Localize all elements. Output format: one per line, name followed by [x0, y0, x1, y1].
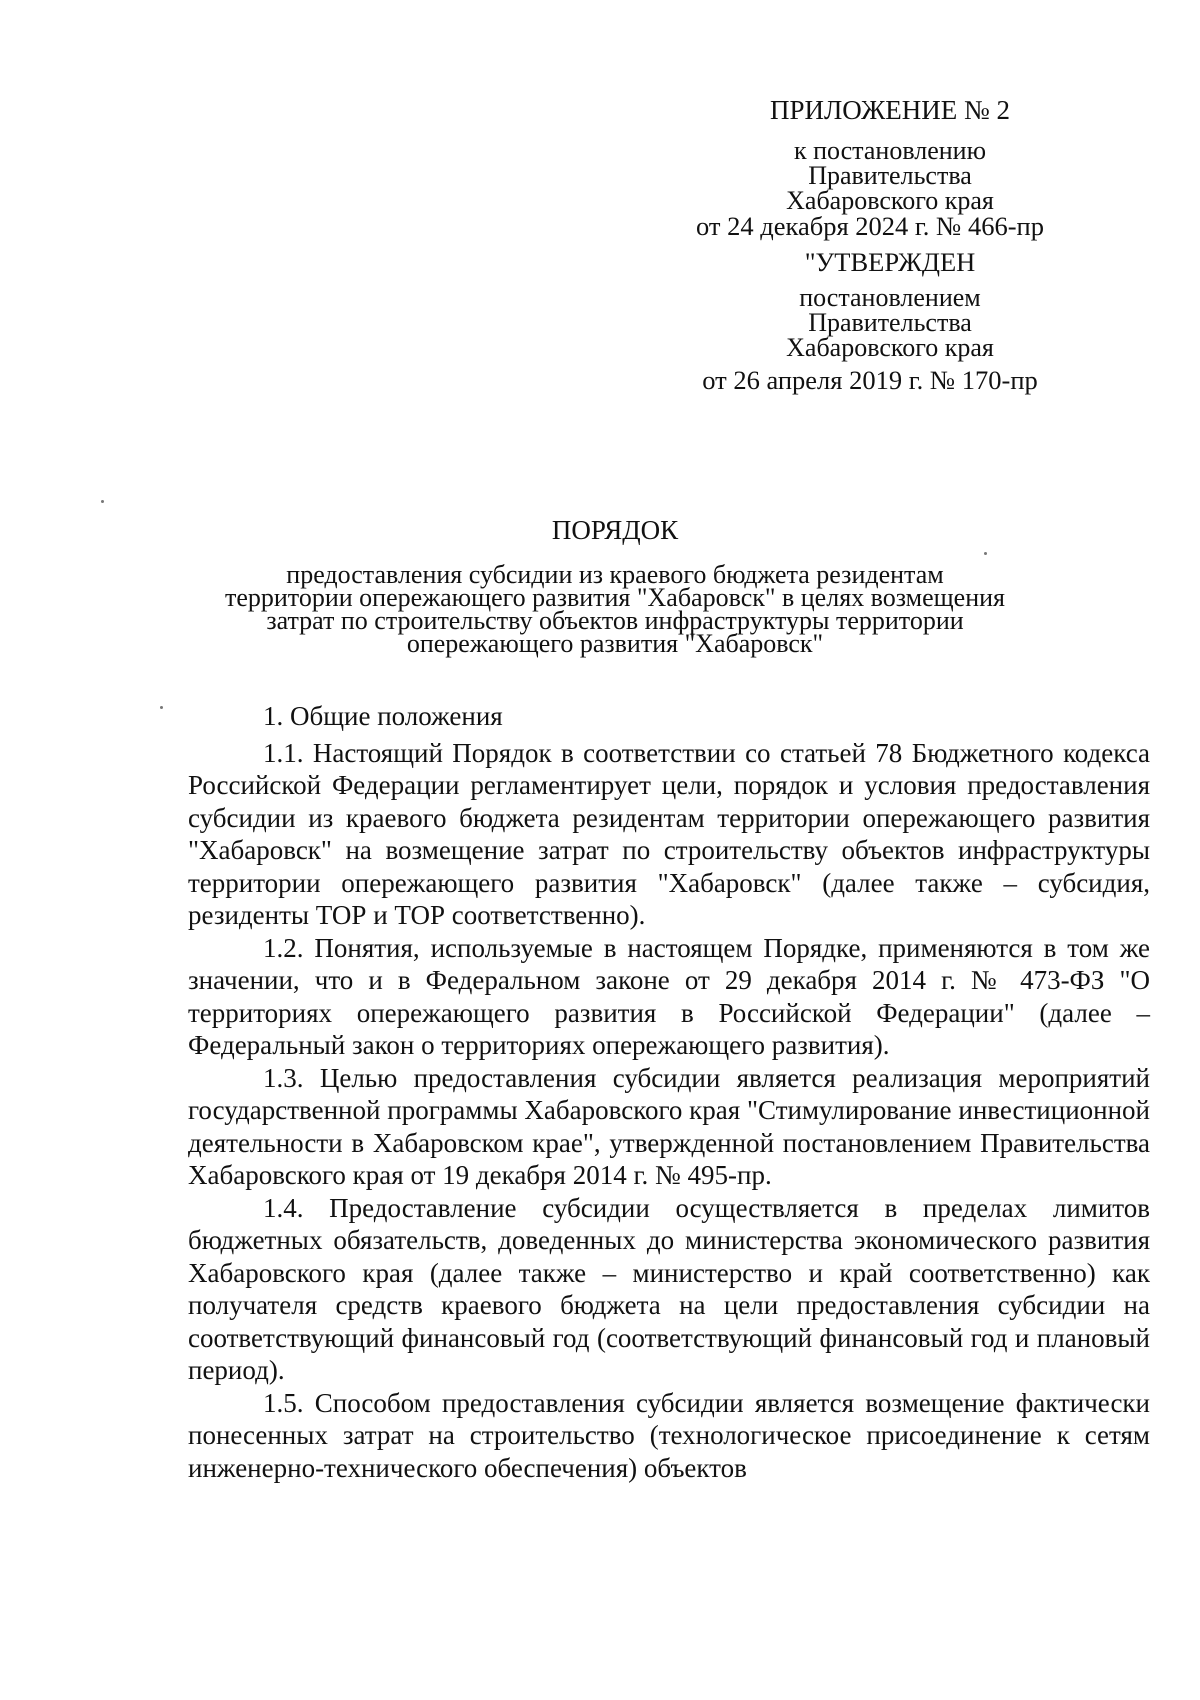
paragraph-1-3: 1.3. Целью предоставления субсидии является реализация мероприятий государственной программы Хабаровского края "Стимулирование инвестиционной деятельности в Хабаровском крае", утвержденной постановлением Правительства Хабаровского края от 19 декабря 2014 г. № 495-пр.	[188, 1062, 1150, 1190]
approved-by-line: постановлением	[799, 283, 981, 312]
section-title: 1. Общие положения	[263, 701, 503, 731]
paragraph-1-2: 1.2. Понятия, используемые в настоящем Порядке, применяются в том же значении, что и в Федеральном законе от 29 декабря 2014 г. № 473-ФЗ "О территориях опережающего развития в Российской Федерации" (далее – Федеральный закон о территориях опережающего развития).	[188, 932, 1150, 1060]
decree-line: Хабаровского края	[786, 186, 994, 215]
decree-reference	[720, 138, 1060, 213]
approved-by-line: Хабаровского края	[786, 333, 994, 362]
scan-speck	[160, 706, 163, 709]
paragraph-1-4: 1.4. Предоставление субсидии осуществляется в пределах лимитов бюджетных обязательств, доведенных до министерства экономического развития Хабаровского края (далее также – министерство и край соответственно) как получателя средств краевого бюджета на цели предоставления субсидии на соответствующий финансовый год (соответствующий финансовый год и плановый период).	[188, 1192, 1150, 1385]
paragraph-1-1: 1.1. Настоящий Порядок в соответствии со статьей 78 Бюджетного кодекса Российской Федерации регламентирует цели, порядок и условия предоставления субсидии из краевого бюджета резидентам территории опережающего развития "Хабаровск" на возмещение затрат по строительству объектов инфраструктуры территории опережающего развития "Хабаровск" (далее также – субсидия, резиденты ТОР и ТОР соответственно).	[188, 737, 1150, 930]
subtitle-line: предоставления субсидии из краевого бюджета резидентам	[286, 560, 944, 589]
document-body	[188, 700, 1150, 1484]
subtitle-line: территории опережающего развития "Хабаровск" в целях возмещения	[224, 583, 1005, 612]
approved-by-line: Правительства	[808, 308, 972, 337]
paragraph-1-5: 1.5. Способом предоставления субсидии является возмещение фактически понесенных затрат на строительство (технологическое присоединение к сетям инженерно-технического обеспечения) объектов	[188, 1387, 1150, 1483]
scan-speck	[101, 500, 104, 503]
document-subtitle	[150, 560, 1080, 658]
decree-line: к постановлению	[793, 136, 987, 165]
decree-line: Правительства	[808, 161, 972, 190]
document-title: ПОРЯДОК	[551, 515, 679, 545]
appendix-title: ПРИЛОЖЕНИЕ № 2	[769, 95, 1011, 125]
subtitle-line: затрат по строительству объектов инфраструктуры территории	[266, 606, 964, 635]
approved-label: "УТВЕРЖДЕН	[804, 247, 976, 277]
subtitle-line: опережающего развития "Хабаровск"	[406, 629, 824, 658]
original-decree-date: от 26 апреля 2019 г. № 170-пр	[702, 365, 1038, 395]
document-heading	[150, 515, 1080, 658]
decree-date: от 24 декабря 2024 г. № 466-пр	[696, 211, 1044, 241]
approved-by	[720, 285, 1060, 360]
